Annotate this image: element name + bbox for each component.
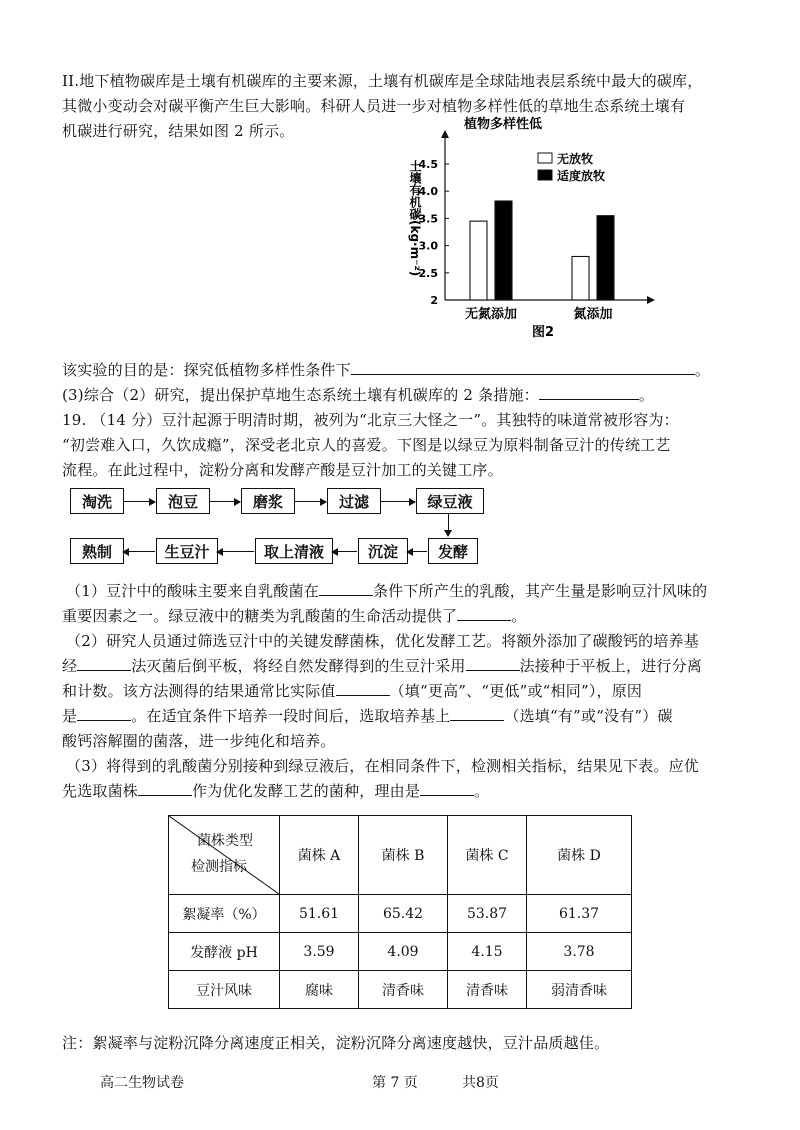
s2-text: 是 xyxy=(62,707,78,725)
flow-arrow-down xyxy=(448,514,449,536)
s2-text: 和计数。该方法测得的结果通常比实际值 xyxy=(62,682,336,700)
paragraph-line: II.地下植物碳库是土壤有机碳库的主要来源，土壤有机碳库是全球陆地表层系统中最大的碳库， xyxy=(62,72,703,90)
table-cell: 清香味 xyxy=(359,971,448,1009)
s2-line xyxy=(62,705,673,726)
s3-line xyxy=(62,780,489,801)
s2-text: 法接种于平板上，进行分离 xyxy=(519,657,703,675)
bar-no-grazing xyxy=(470,221,487,300)
column-header: 菌株 C xyxy=(448,816,527,895)
q3-line xyxy=(62,384,654,405)
s2-text: （选填“有”或“没有”）碳 xyxy=(504,707,673,725)
row-label: 豆汁风味 xyxy=(169,971,280,1009)
answer-blank[interactable] xyxy=(450,706,504,721)
flow-arrow xyxy=(217,551,254,552)
x-category-label: 无氮添加 xyxy=(464,307,518,322)
corner-cell xyxy=(169,816,280,895)
s2-line: （2）研究人员通过筛选豆汁中的关键发酵菌株，优化发酵工艺。将额外添加了碳酸钙的培养基 xyxy=(66,632,699,650)
s2-line xyxy=(62,655,702,676)
flow-step-sediment: 沉淀 xyxy=(358,538,408,564)
table-row xyxy=(169,933,632,971)
table-cell: 3.59 xyxy=(280,933,359,971)
answer-blank[interactable] xyxy=(466,656,520,671)
flow-step-filter: 过滤 xyxy=(327,488,381,514)
answer-blank[interactable] xyxy=(539,385,639,400)
table-note: 注：絮凝率与淀粉沉降分离速度正相关，淀粉沉降分离速度越快，豆汁品质越佳。 xyxy=(62,1034,610,1052)
table-cell: 弱清香味 xyxy=(527,971,632,1009)
s1-text: 重要因素之一。绿豆液中的糖类为乳酸菌的生命活动提供了 xyxy=(62,607,458,625)
s1-line xyxy=(66,580,707,601)
purpose-line xyxy=(62,359,710,380)
flow-step-wash: 淘洗 xyxy=(70,488,124,514)
bar-moderate-grazing xyxy=(597,216,614,300)
flow-arrow xyxy=(407,551,427,552)
flow-step-grind: 磨浆 xyxy=(241,488,295,514)
flow-arrow xyxy=(380,501,415,502)
table-cell: 53.87 xyxy=(448,895,527,933)
table-row xyxy=(169,971,632,1009)
row-label: 发酵液 pH xyxy=(169,933,280,971)
s2-line xyxy=(62,680,642,701)
paragraph-line: 其微小变动会对碳平衡产生巨大影响。科研人员进一步对植物多样性低的草地生态系统土壤有 xyxy=(62,97,686,115)
legend-label: 适度放牧 xyxy=(557,169,606,183)
y-tick-label: 2.5 xyxy=(418,266,438,280)
s3-text: 先选取菌株 xyxy=(62,782,139,800)
flow-step-raw-douzhi: 生豆汁 xyxy=(156,538,218,564)
s2-text: 。在适宜条件下培养一段时间后，选取培养基上 xyxy=(131,707,451,725)
y-tick-label: 3.0 xyxy=(418,239,438,253)
table-cell: 腐味 xyxy=(280,971,359,1009)
table-cell: 51.61 xyxy=(280,895,359,933)
answer-blank[interactable] xyxy=(77,706,131,721)
table-header-row xyxy=(169,816,632,895)
s3-text: 作为优化发酵工艺的菌种，理由是 xyxy=(192,782,421,800)
s1-text: 条件下所产生的乳酸，其产生量是影响豆汁风味的 xyxy=(372,582,708,600)
table-row xyxy=(169,895,632,933)
answer-blank[interactable] xyxy=(319,581,373,596)
s1-text: 。 xyxy=(511,607,527,625)
x-category-label: 氮添加 xyxy=(573,307,613,322)
legend-swatch xyxy=(538,153,552,163)
footer-page-total: 共8页 xyxy=(462,1075,499,1091)
flow-step-soak: 泡豆 xyxy=(156,488,210,514)
q3-end: 。 xyxy=(638,386,655,404)
flow-arrow xyxy=(294,501,326,502)
paragraph-line: 机碳进行研究，结果如图 2 所示。 xyxy=(62,122,295,140)
answer-blank[interactable] xyxy=(457,606,511,621)
flow-step-cook: 熟制 xyxy=(70,538,124,564)
flow-arrow xyxy=(332,551,357,552)
purpose-text: 该实验的目的是：探究低植物多样性条件下 xyxy=(62,361,351,379)
legend-swatch xyxy=(538,170,552,180)
legend-label: 无放牧 xyxy=(557,152,594,166)
y-tick-label: 4.0 xyxy=(418,185,438,199)
s2-line: 酸钙溶解圈的菌落，进一步纯化和培养。 xyxy=(62,732,336,750)
answer-blank[interactable] xyxy=(77,656,131,671)
chart-title: 植物多样性低 xyxy=(463,117,543,132)
s1-line xyxy=(62,605,526,626)
column-header: 菌株 D xyxy=(527,816,632,895)
flow-step-ferment: 发酵 xyxy=(428,538,478,564)
s3-text: 。 xyxy=(474,782,490,800)
x-axis-arrow xyxy=(647,296,655,304)
table-cell: 4.15 xyxy=(448,933,527,971)
y-tick-label: 2 xyxy=(430,294,438,307)
s2-text: 经 xyxy=(62,657,78,675)
s2-text: （填“更高”、“更低”或“相同”），原因 xyxy=(389,682,643,700)
corner-bottom-label: 检测指标 xyxy=(191,859,247,875)
flow-step-mung-liquid: 绿豆液 xyxy=(416,488,484,514)
bar-no-grazing xyxy=(572,256,589,300)
flow-arrow xyxy=(123,551,155,552)
q19-line: 流程。在此过程中，淀粉分离和发酵产酸是豆汁加工的关键工序。 xyxy=(62,461,503,479)
flow-arrow xyxy=(209,501,240,502)
bar-moderate-grazing xyxy=(495,201,512,300)
footer-subject: 高二生物试卷 xyxy=(100,1075,184,1091)
diagonal-line xyxy=(169,816,279,894)
s2-text: 法灭菌后倒平板，将经自然发酵得到的生豆汁采用 xyxy=(131,657,466,675)
y-tick-label: 4.5 xyxy=(418,158,438,171)
y-axis-arrow xyxy=(441,130,449,138)
answer-blank[interactable] xyxy=(420,781,474,796)
table-cell: 4.09 xyxy=(359,933,448,971)
answer-blank[interactable] xyxy=(351,360,695,375)
s1-text: （1）豆汁中的酸味主要来自乳酸菌在 xyxy=(66,582,319,600)
flow-step-supernatant: 取上清液 xyxy=(255,538,333,564)
table-cell: 3.78 xyxy=(527,933,632,971)
y-tick-label: 3.5 xyxy=(418,212,438,226)
table-cell: 65.42 xyxy=(359,895,448,933)
figure-caption: 图2 xyxy=(531,325,555,340)
y-axis-label: 土壤有机碳(kg·m⁻²) xyxy=(408,160,422,277)
strain-table xyxy=(168,815,632,1009)
answer-blank[interactable] xyxy=(336,681,390,696)
q19-line: 19. （14 分）豆汁起源于明清时期，被列为“北京三大怪之一”。其独特的味道常被形容为： xyxy=(62,411,679,429)
table-cell: 61.37 xyxy=(527,895,632,933)
corner-top-label: 菌株类型 xyxy=(197,833,253,849)
row-label: 絮凝率（%） xyxy=(169,895,280,933)
answer-blank[interactable] xyxy=(138,781,192,796)
column-header: 菌株 A xyxy=(280,816,359,895)
table-cell: 清香味 xyxy=(448,971,527,1009)
bar-chart xyxy=(395,112,665,352)
column-header: 菌株 B xyxy=(359,816,448,895)
q3-text: (3)综合（2）研究，提出保护草地生态系统土壤有机碳库的 2 条措施： xyxy=(62,386,539,404)
purpose-end: 。 xyxy=(694,361,711,379)
q19-line: “初尝难入口，久饮成瘾”，深受老北京人的喜爱。下图是以绿豆为原料制备豆汁的传统工艺 xyxy=(62,436,671,454)
flow-arrow xyxy=(123,501,155,502)
footer-page-number: 第 7 页 xyxy=(372,1075,418,1091)
s3-line: （3）将得到的乳酸菌分别接种到绿豆液后，在相同条件下，检测相关指标，结果见下表。应优 xyxy=(66,757,699,775)
